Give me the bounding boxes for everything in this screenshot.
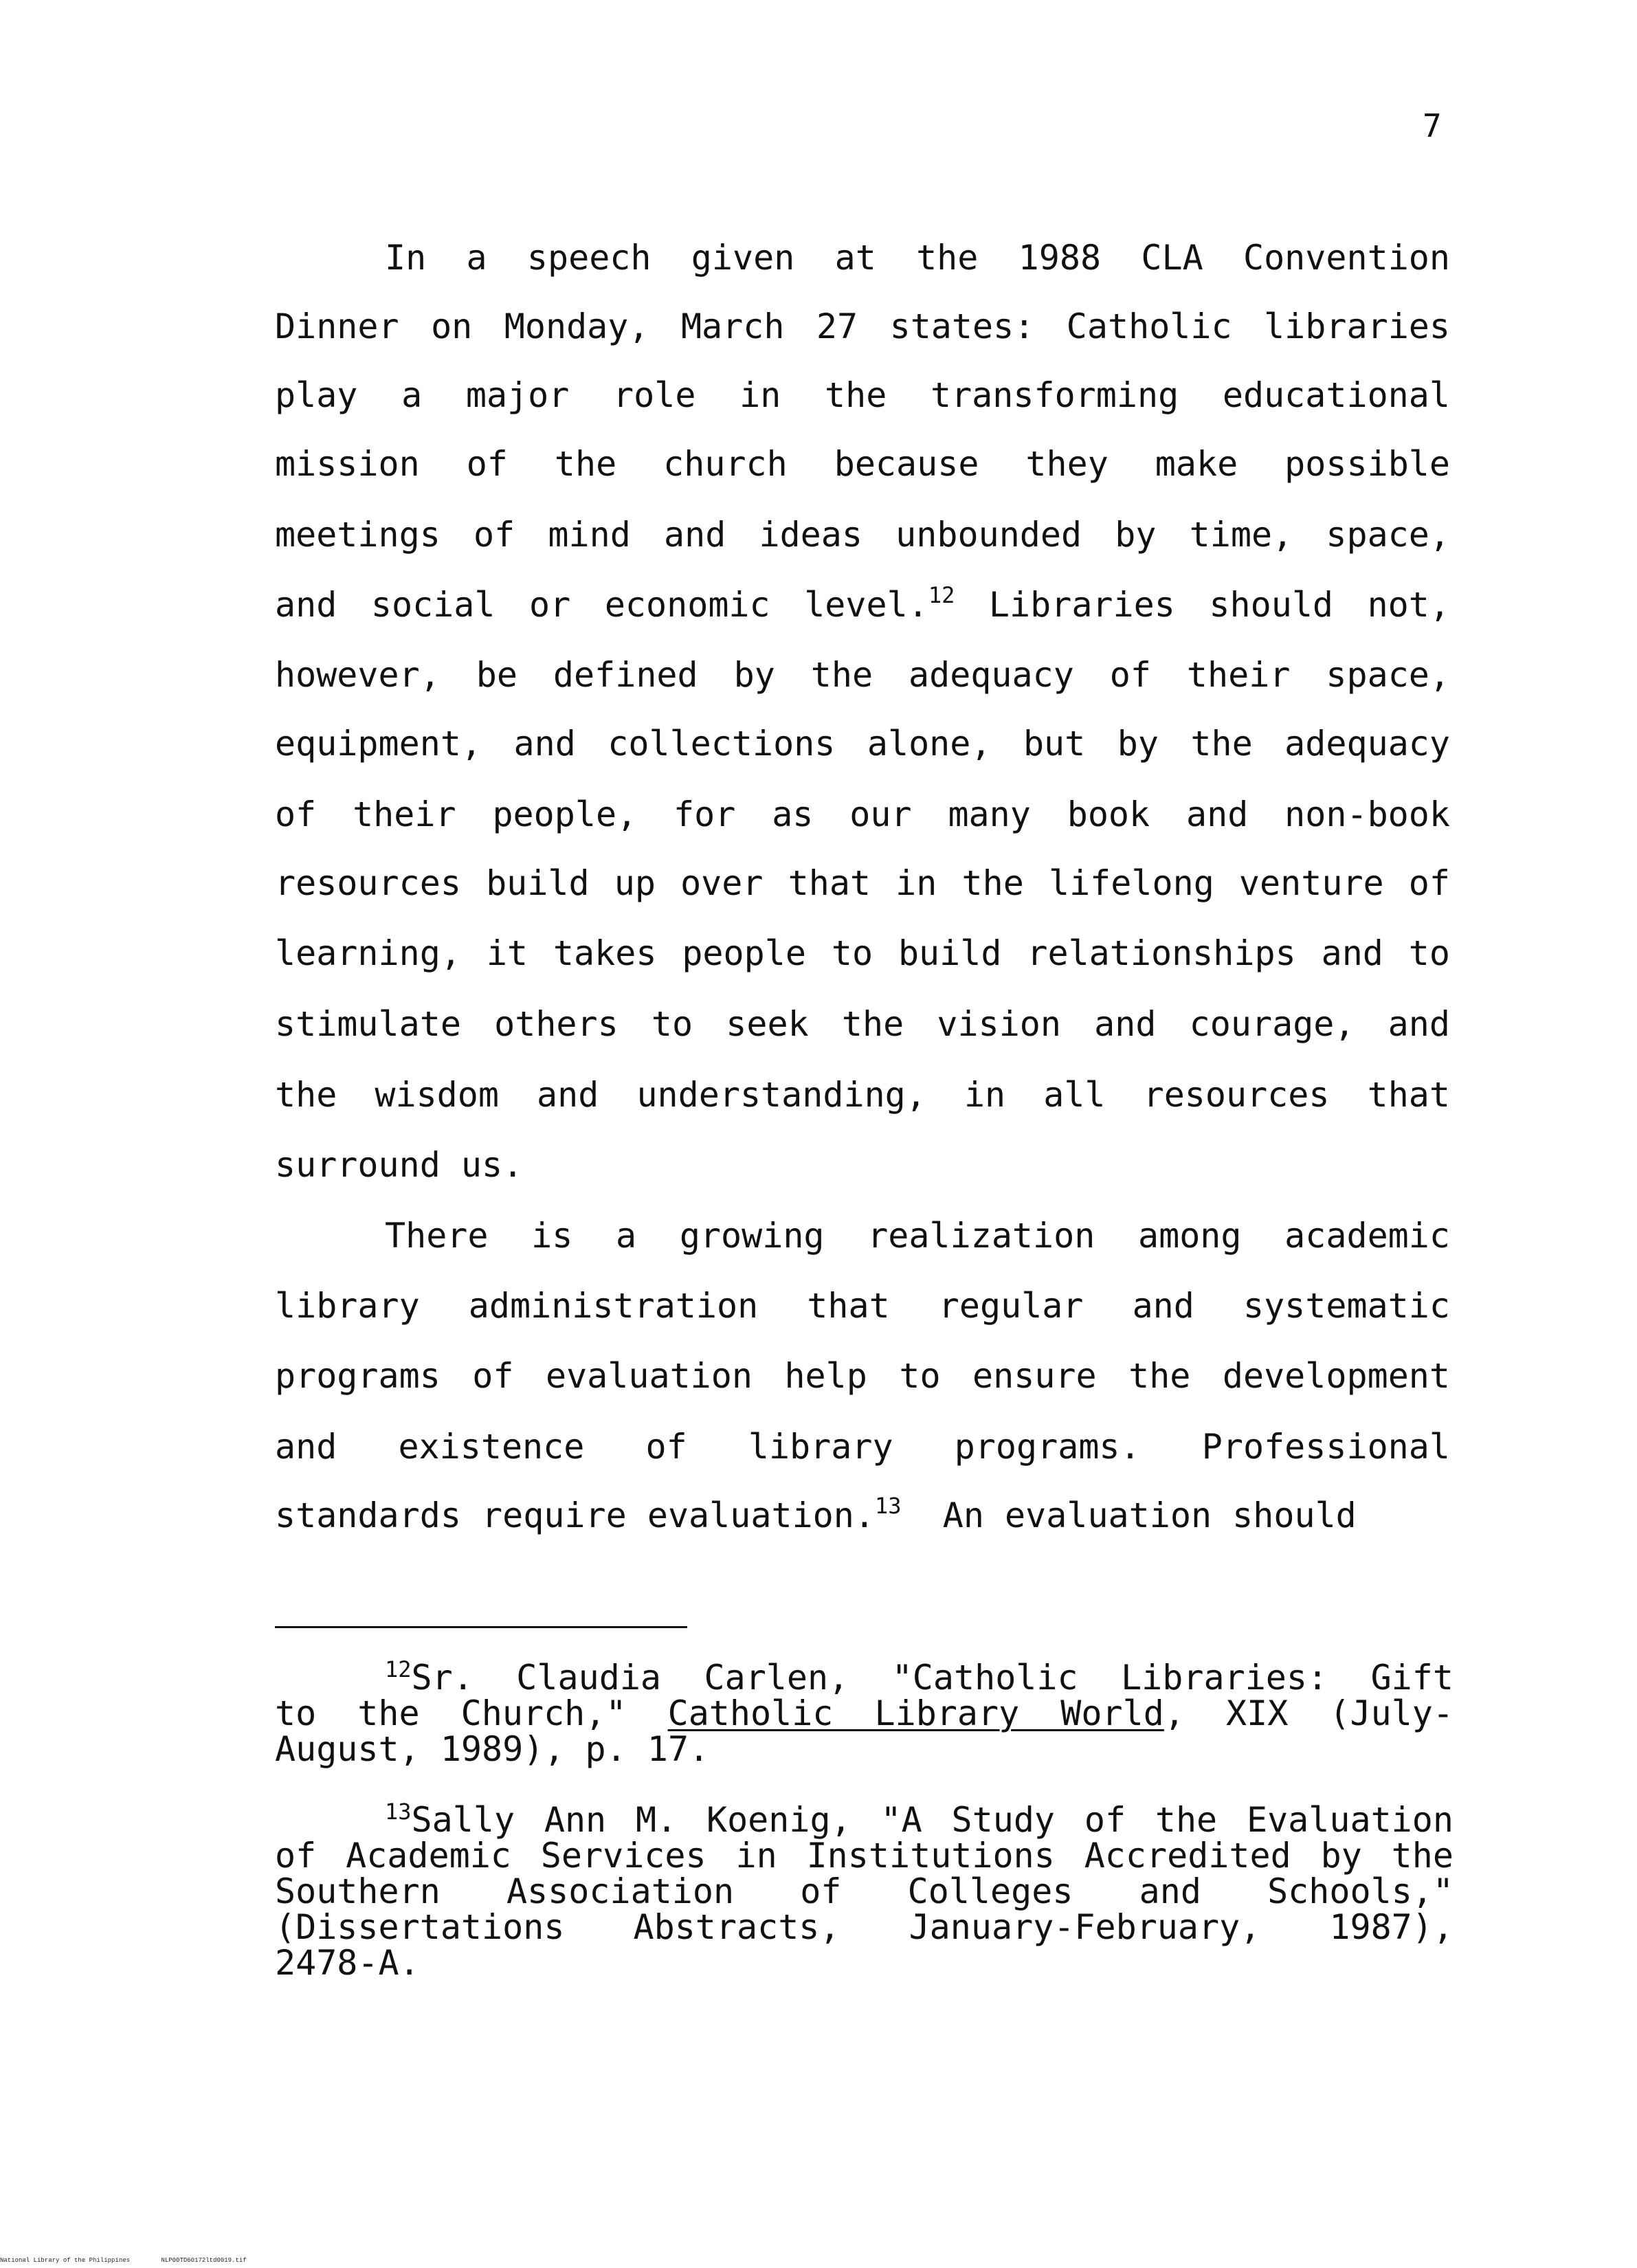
body-line: There is a growing realization among academic	[385, 1216, 1450, 1256]
footnote-line	[385, 1799, 1454, 1840]
body-text: An evaluation should	[942, 1496, 1357, 1535]
body-line: stimulate others to seek the vision and courage, and	[275, 1004, 1450, 1044]
journal-title: Catholic Library World	[667, 1693, 1164, 1733]
body-line: library administration that regular and systematic	[275, 1286, 1450, 1326]
body-line: however, be defined by the adequacy of their space,	[275, 655, 1450, 695]
body-line: and existence of library programs. Professional	[275, 1427, 1450, 1467]
archive-source: National Library of the Philippines	[0, 2257, 131, 2264]
footnote-line: of Academic Services in Institutions Accredited by the	[275, 1836, 1454, 1876]
archive-filename: NLP00TD60172ltd0019.tif	[161, 2257, 247, 2264]
footnote-line: Southern Association of Colleges and Schools,"	[275, 1871, 1454, 1911]
footnote-line: August, 1989), p. 17.	[275, 1729, 710, 1769]
body-line: equipment, and collections alone, but by the adequacy	[275, 724, 1450, 764]
body-line: programs of evaluation help to ensure the development	[275, 1356, 1450, 1396]
body-line: In a speech given at the 1988 CLA Convention	[385, 238, 1450, 278]
body-text: standards require evaluation.	[275, 1496, 875, 1535]
footnote-number: 13	[385, 1799, 412, 1825]
footnote-text: Sr. Claudia Carlen, "Catholic Libraries: Gift	[411, 1658, 1454, 1698]
footnote-divider	[275, 1626, 687, 1628]
footnote-reference: 12	[928, 582, 955, 608]
body-line: Dinner on Monday, March 27 states: Catholic libraries	[275, 307, 1450, 346]
body-line: learning, it takes people to build relationships and to	[275, 933, 1450, 973]
footnote-line: (Dissertations Abstracts, January-February, 1987),	[275, 1907, 1454, 1947]
body-line: mission of the church because they make possible	[275, 444, 1450, 484]
body-text: Libraries should not,	[988, 585, 1450, 625]
archive-footer	[0, 2257, 274, 2264]
footnote-line	[275, 1693, 1454, 1733]
body-line	[275, 1495, 1450, 1536]
footnote-text: to the Church,"	[275, 1693, 627, 1733]
footnote-line: 2478-A.	[275, 1943, 420, 1983]
footnote-text: , XIX (July-	[1163, 1693, 1454, 1733]
footnote-text: Sally Ann M. Koenig, "A Study of the Evaluation	[411, 1800, 1454, 1840]
body-text: and social or economic level.	[275, 585, 928, 625]
body-line: surround us.	[275, 1145, 524, 1185]
footnote-reference: 13	[874, 1493, 902, 1519]
page-number: 7	[1423, 107, 1442, 144]
footnote-line	[385, 1656, 1454, 1698]
body-line: of their people, for as our many book and non-book	[275, 794, 1450, 834]
body-line	[275, 584, 1450, 625]
footnote-number: 12	[385, 1656, 412, 1682]
body-line: the wisdom and understanding, in all resources that	[275, 1075, 1450, 1115]
body-line: meetings of mind and ideas unbounded by time, space,	[275, 515, 1450, 555]
body-line: resources build up over that in the lifelong venture of	[275, 863, 1450, 903]
body-line: play a major role in the transforming educational	[275, 375, 1450, 415]
